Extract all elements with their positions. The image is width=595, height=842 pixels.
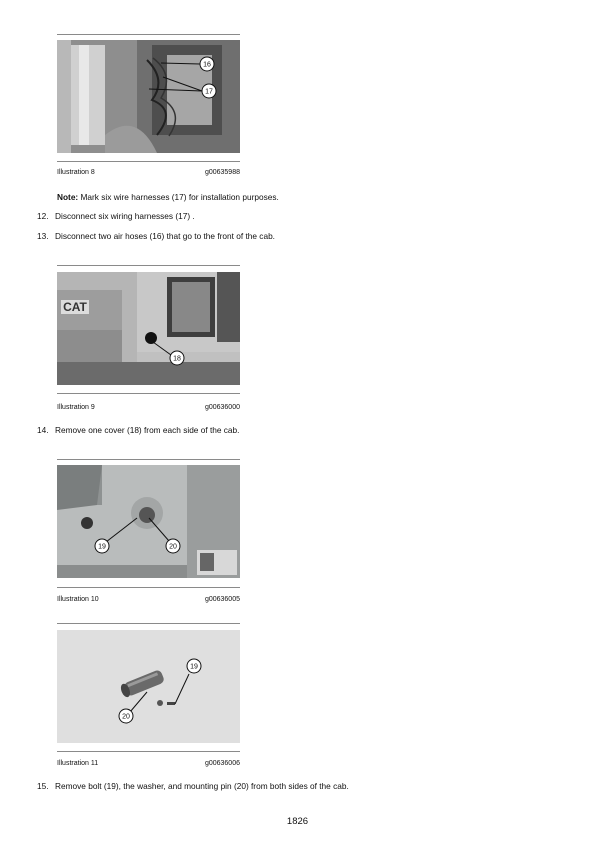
illustration-code: g00636000 bbox=[204, 404, 240, 411]
step-text: Remove one cover (18) from each side of the cab. bbox=[55, 425, 240, 435]
illustration-8-caption bbox=[57, 169, 240, 176]
figure-bottom-rule bbox=[57, 161, 240, 162]
step-number: 14. bbox=[37, 425, 49, 435]
figure-bottom-rule bbox=[57, 587, 240, 588]
callout-20: 20 bbox=[169, 543, 177, 551]
note bbox=[57, 192, 279, 202]
illustration-code: g00636006 bbox=[204, 760, 240, 767]
step-number: 15. bbox=[37, 781, 49, 791]
illustration-code: g00635988 bbox=[204, 169, 240, 176]
step-15 bbox=[37, 781, 349, 791]
figure-top-rule bbox=[57, 459, 240, 460]
illustration-10-caption bbox=[57, 596, 240, 603]
figure-top-rule bbox=[57, 34, 240, 35]
callout-20: 20 bbox=[122, 713, 130, 721]
note-text: Mark six wire harnesses (17) for installation purposes. bbox=[78, 192, 279, 202]
callout-19: 19 bbox=[190, 663, 198, 671]
illustration-label: Illustration 9 bbox=[57, 404, 95, 411]
illustration-label: Illustration 8 bbox=[57, 169, 95, 176]
step-text: Disconnect six wiring harnesses (17) . bbox=[55, 211, 195, 221]
note-label: Note: bbox=[57, 192, 79, 202]
callout-19: 19 bbox=[98, 543, 106, 551]
step-text: Disconnect two air hoses (16) that go to the front of the cab. bbox=[55, 231, 275, 241]
illustration-label: Illustration 11 bbox=[57, 760, 99, 767]
illustration-9-photo bbox=[57, 272, 240, 385]
illustration-11-photo bbox=[57, 630, 240, 743]
illustration-11-caption bbox=[57, 760, 240, 767]
illustration-10-photo bbox=[57, 465, 240, 578]
step-text: Remove bolt (19), the washer, and mounting pin (20) from both sides of the cab. bbox=[55, 781, 349, 791]
step-13 bbox=[37, 231, 275, 241]
callout-16: 16 bbox=[203, 61, 211, 69]
illustration-9-caption bbox=[57, 404, 240, 411]
page-number: 1826 bbox=[286, 816, 309, 827]
figure-bottom-rule bbox=[57, 393, 240, 394]
step-12 bbox=[37, 211, 195, 221]
illustration-label: Illustration 10 bbox=[57, 596, 99, 603]
step-number: 12. bbox=[37, 211, 49, 221]
step-14 bbox=[37, 425, 239, 435]
callout-18: 18 bbox=[173, 355, 181, 363]
illustration-8-photo bbox=[57, 40, 240, 153]
figure-bottom-rule bbox=[57, 751, 240, 752]
figure-top-rule bbox=[57, 265, 240, 266]
illustration-code: g00636005 bbox=[204, 596, 240, 603]
step-number: 13. bbox=[37, 231, 49, 241]
callout-17: 17 bbox=[205, 88, 213, 96]
cat-logo: CAT bbox=[63, 300, 87, 314]
figure-top-rule bbox=[57, 623, 240, 624]
